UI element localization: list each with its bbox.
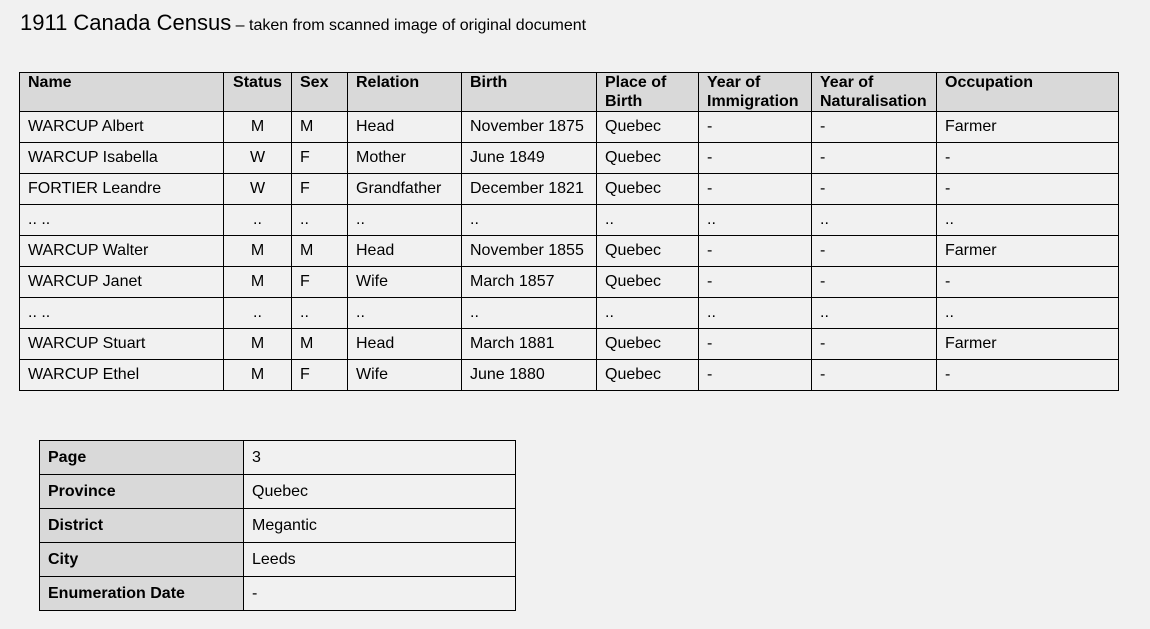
cell-sex: .. — [292, 298, 348, 329]
cell-place-of-birth: Quebec — [597, 267, 699, 298]
title-subtitle: – taken from scanned image of original document — [231, 17, 587, 34]
cell-year-of-naturalisation: - — [812, 236, 937, 267]
cell-sex: M — [292, 329, 348, 360]
cell-occupation: - — [937, 267, 1119, 298]
cell-name: WARCUP Stuart — [20, 329, 224, 360]
cell-sex: .. — [292, 205, 348, 236]
cell-name: .. .. — [20, 205, 224, 236]
cell-birth: March 1857 — [462, 267, 597, 298]
cell-year-of-immigration: - — [699, 329, 812, 360]
cell-status: .. — [224, 298, 292, 329]
cell-year-of-naturalisation: - — [812, 267, 937, 298]
cell-sex: F — [292, 174, 348, 205]
info-value: 3 — [244, 441, 516, 475]
cell-relation: Head — [348, 236, 462, 267]
info-label: Page — [40, 441, 244, 475]
census-header-row — [20, 73, 1119, 112]
info-value: - — [244, 577, 516, 611]
info-value: Megantic — [244, 509, 516, 543]
cell-place-of-birth: Quebec — [597, 329, 699, 360]
cell-birth: .. — [462, 298, 597, 329]
cell-occupation: - — [937, 174, 1119, 205]
cell-year-of-naturalisation: .. — [812, 298, 937, 329]
cell-relation: Head — [348, 112, 462, 143]
cell-birth: November 1875 — [462, 112, 597, 143]
info-label: District — [40, 509, 244, 543]
cell-year-of-naturalisation: - — [812, 112, 937, 143]
cell-year-of-immigration: .. — [699, 298, 812, 329]
cell-birth: June 1880 — [462, 360, 597, 391]
cell-year-of-immigration: - — [699, 143, 812, 174]
header-place-of-birth: Place of Birth — [597, 73, 699, 112]
info-row — [40, 577, 516, 611]
header-year-of-naturalisation: Year of Naturalisation — [812, 73, 937, 112]
cell-year-of-naturalisation: - — [812, 360, 937, 391]
cell-place-of-birth: Quebec — [597, 112, 699, 143]
cell-year-of-naturalisation: - — [812, 143, 937, 174]
title-main: 1911 Canada Census — [20, 10, 232, 35]
header-sex: Sex — [292, 73, 348, 112]
table-row — [20, 329, 1119, 360]
info-body — [40, 441, 516, 611]
cell-occupation: Farmer — [937, 112, 1119, 143]
cell-name: WARCUP Janet — [20, 267, 224, 298]
table-row — [20, 174, 1119, 205]
cell-year-of-naturalisation: - — [812, 329, 937, 360]
cell-status: .. — [224, 205, 292, 236]
cell-relation: Wife — [348, 360, 462, 391]
cell-name: .. .. — [20, 298, 224, 329]
cell-name: WARCUP Walter — [20, 236, 224, 267]
table-row — [20, 298, 1119, 329]
table-row — [20, 267, 1119, 298]
cell-occupation: Farmer — [937, 236, 1119, 267]
cell-relation: Grandfather — [348, 174, 462, 205]
cell-year-of-naturalisation: - — [812, 174, 937, 205]
cell-place-of-birth: Quebec — [597, 174, 699, 205]
table-row — [20, 236, 1119, 267]
info-value: Quebec — [244, 475, 516, 509]
cell-year-of-immigration: - — [699, 174, 812, 205]
cell-status: W — [224, 143, 292, 174]
info-row — [40, 509, 516, 543]
table-row — [20, 112, 1119, 143]
cell-birth: March 1881 — [462, 329, 597, 360]
cell-name: FORTIER Leandre — [20, 174, 224, 205]
cell-year-of-immigration: - — [699, 236, 812, 267]
cell-occupation: .. — [937, 298, 1119, 329]
table-row — [20, 205, 1119, 236]
cell-relation: .. — [348, 205, 462, 236]
cell-birth: November 1855 — [462, 236, 597, 267]
cell-year-of-naturalisation: .. — [812, 205, 937, 236]
cell-sex: M — [292, 236, 348, 267]
table-row — [20, 360, 1119, 391]
cell-status: W — [224, 174, 292, 205]
cell-relation: .. — [348, 298, 462, 329]
cell-sex: F — [292, 360, 348, 391]
cell-name: WARCUP Ethel — [20, 360, 224, 391]
info-table — [39, 440, 516, 611]
cell-place-of-birth: Quebec — [597, 143, 699, 174]
cell-place-of-birth: .. — [597, 298, 699, 329]
info-label: Enumeration Date — [40, 577, 244, 611]
header-name: Name — [20, 73, 224, 112]
header-relation: Relation — [348, 73, 462, 112]
info-value: Leeds — [244, 543, 516, 577]
census-table — [19, 72, 1119, 391]
header-birth: Birth — [462, 73, 597, 112]
cell-place-of-birth: .. — [597, 205, 699, 236]
cell-sex: F — [292, 143, 348, 174]
info-label: Province — [40, 475, 244, 509]
cell-sex: M — [292, 112, 348, 143]
cell-occupation: - — [937, 360, 1119, 391]
cell-birth: December 1821 — [462, 174, 597, 205]
cell-birth: .. — [462, 205, 597, 236]
cell-sex: F — [292, 267, 348, 298]
cell-year-of-immigration: .. — [699, 205, 812, 236]
cell-status: M — [224, 360, 292, 391]
header-status: Status — [224, 73, 292, 112]
cell-status: M — [224, 329, 292, 360]
cell-status: M — [224, 267, 292, 298]
cell-occupation: Farmer — [937, 329, 1119, 360]
cell-occupation: .. — [937, 205, 1119, 236]
cell-relation: Wife — [348, 267, 462, 298]
cell-name: WARCUP Albert — [20, 112, 224, 143]
cell-place-of-birth: Quebec — [597, 236, 699, 267]
cell-status: M — [224, 112, 292, 143]
info-row — [40, 475, 516, 509]
census-body — [20, 112, 1119, 391]
cell-relation: Head — [348, 329, 462, 360]
header-year-of-immigration: Year of Immigration — [699, 73, 812, 112]
document-title — [20, 10, 586, 36]
header-occupation: Occupation — [937, 73, 1119, 112]
info-row — [40, 543, 516, 577]
cell-place-of-birth: Quebec — [597, 360, 699, 391]
cell-year-of-immigration: - — [699, 112, 812, 143]
cell-occupation: - — [937, 143, 1119, 174]
cell-year-of-immigration: - — [699, 267, 812, 298]
cell-relation: Mother — [348, 143, 462, 174]
cell-year-of-immigration: - — [699, 360, 812, 391]
cell-name: WARCUP Isabella — [20, 143, 224, 174]
table-row — [20, 143, 1119, 174]
info-row — [40, 441, 516, 475]
cell-status: M — [224, 236, 292, 267]
cell-birth: June 1849 — [462, 143, 597, 174]
info-label: City — [40, 543, 244, 577]
